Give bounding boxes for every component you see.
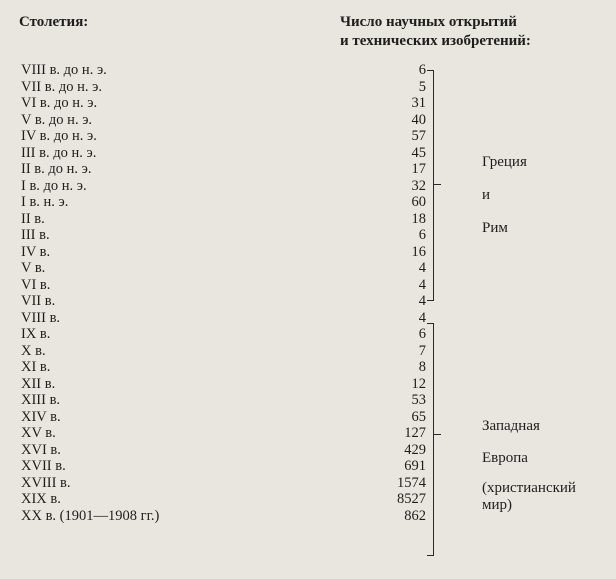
- century-label: II в.: [21, 210, 45, 227]
- discovery-count: 45: [411, 144, 426, 161]
- discovery-count: 862: [404, 507, 426, 524]
- century-label: II в. до н. э.: [21, 161, 92, 177]
- greece-rome-bracket: [427, 70, 434, 301]
- discovery-count: 8527: [397, 491, 426, 507]
- discovery-count: 12: [411, 375, 426, 392]
- discoveries-header: [340, 13, 531, 51]
- century-label: XI в.: [21, 359, 51, 375]
- century-label: I в. н. э.: [21, 194, 69, 210]
- table-row: [0, 244, 616, 261]
- greece-rome-label: [482, 154, 527, 237]
- western-label: Западная: [482, 418, 540, 434]
- and-label: и: [482, 187, 491, 203]
- discovery-count: 429: [404, 441, 426, 458]
- discovery-count: 4: [418, 276, 426, 293]
- table-row: [0, 277, 616, 294]
- table-row: [0, 359, 616, 376]
- discovery-count: 60: [411, 194, 426, 210]
- discovery-count: 40: [411, 111, 426, 128]
- discovery-count: 8: [418, 359, 426, 375]
- discovery-count: 16: [411, 243, 426, 260]
- century-label: XX в. (1901—1908 гг.): [21, 507, 160, 524]
- century-label: XVI в.: [21, 441, 61, 458]
- table-row: [0, 260, 616, 277]
- table-row: [0, 95, 616, 112]
- discovery-count: 53: [411, 392, 426, 408]
- century-label: XII в.: [21, 375, 56, 392]
- century-label: I в. до н. э.: [21, 177, 87, 194]
- discovery-count: 6: [418, 227, 426, 243]
- discovery-count: 4: [418, 309, 426, 326]
- discovery-count: 65: [411, 408, 426, 425]
- discovery-count: 17: [411, 161, 426, 177]
- table-row: [0, 112, 616, 129]
- discovery-count: 57: [411, 128, 426, 144]
- discoveries-header-line2: и технических изобретений:: [340, 33, 531, 49]
- greece-rome-tick: [433, 184, 441, 185]
- century-label: VIII в. до н. э.: [21, 62, 107, 78]
- table-row: [0, 376, 616, 393]
- century-label: IV в. до н. э.: [21, 128, 97, 144]
- century-label: VI в.: [21, 276, 51, 293]
- century-label: X в.: [21, 342, 46, 359]
- century-label: XIV в.: [21, 408, 61, 425]
- century-label: IX в.: [21, 326, 51, 342]
- table-row: [0, 343, 616, 360]
- century-label: V в. до н. э.: [21, 111, 93, 128]
- table-row: [0, 392, 616, 409]
- table-row: [0, 293, 616, 310]
- table-row: [0, 128, 616, 145]
- table-row: [0, 62, 616, 79]
- discovery-count: 4: [418, 260, 426, 276]
- century-label: VI в. до н. э.: [21, 95, 98, 111]
- century-label: III в. до н. э.: [21, 144, 97, 161]
- table-row: [0, 326, 616, 343]
- world-label: мир): [482, 497, 513, 513]
- century-label: VII в. до н. э.: [21, 78, 102, 95]
- century-label: VII в.: [21, 293, 56, 309]
- century-label: XIII в.: [21, 392, 61, 408]
- discovery-count: 691: [404, 458, 426, 474]
- discovery-count: 1574: [397, 474, 426, 491]
- century-label: XVIII в.: [21, 474, 71, 491]
- discovery-count: 6: [418, 326, 426, 342]
- century-label: IV в.: [21, 243, 51, 260]
- west-europe-tick: [433, 434, 441, 435]
- discovery-count: 127: [404, 425, 426, 441]
- century-label: III в.: [21, 227, 50, 243]
- century-label: XV в.: [21, 425, 56, 441]
- discovery-count: 31: [411, 95, 426, 111]
- discovery-count: 4: [418, 293, 426, 309]
- centuries-header: Столетия:: [19, 14, 89, 30]
- discoveries-header-line1: Число научных открытий: [340, 14, 517, 30]
- europe-label: Европа: [482, 450, 528, 466]
- discovery-count: 5: [418, 78, 426, 95]
- west-europe-label: [482, 418, 576, 514]
- century-label: XIX в.: [21, 491, 61, 507]
- table-row: [0, 79, 616, 96]
- discovery-count: 6: [418, 62, 426, 78]
- discovery-count: 18: [411, 210, 426, 227]
- discovery-count: 32: [411, 177, 426, 194]
- century-label: V в.: [21, 260, 46, 276]
- century-label: XVII в.: [21, 458, 66, 474]
- west-europe-bracket: [427, 323, 434, 556]
- christian-label: (христианский: [482, 480, 576, 496]
- rome-label: Рим: [482, 220, 508, 236]
- discovery-count: 7: [418, 342, 426, 359]
- greece-label: Греция: [482, 154, 527, 170]
- table-row: [0, 310, 616, 327]
- century-label: VIII в.: [21, 309, 61, 326]
